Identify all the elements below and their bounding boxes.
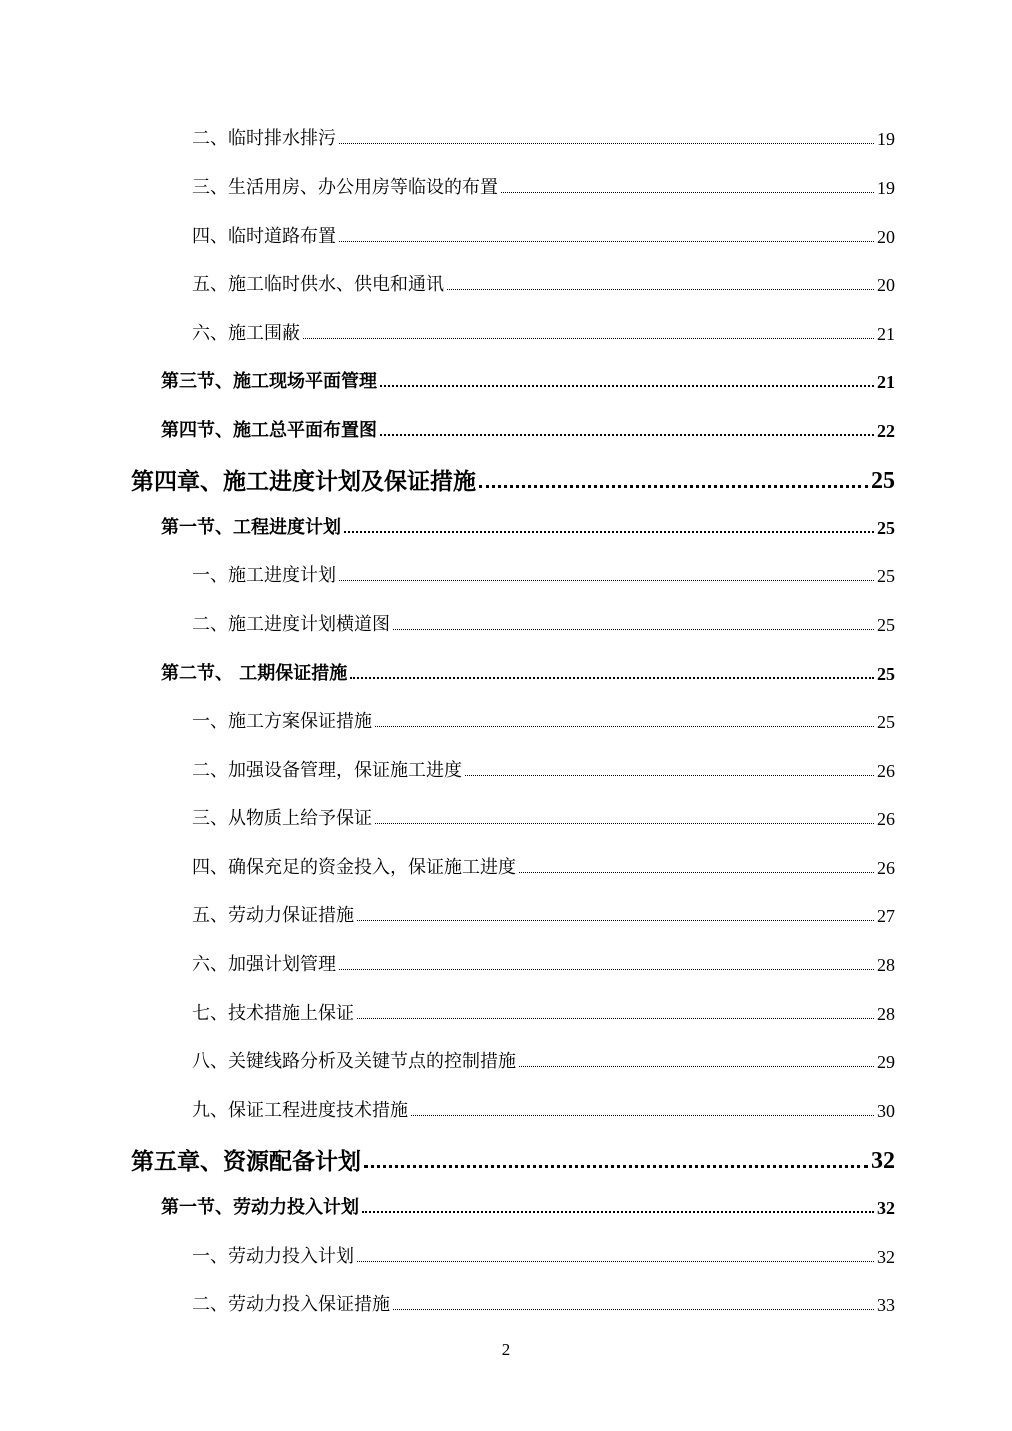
toc-entry-page: 26 xyxy=(877,858,895,878)
toc-entry[interactable] xyxy=(161,373,895,391)
toc-entry-title: 三、生活用房、办公用房等临设的布置 xyxy=(192,177,498,198)
toc-dot-leader xyxy=(357,920,874,921)
toc-entry[interactable] xyxy=(192,567,895,585)
toc-dot-leader xyxy=(375,823,874,824)
toc-entry-page: 30 xyxy=(877,1101,895,1121)
toc-dot-leader xyxy=(393,629,874,630)
toc-entry-title: 一、施工方案保证措施 xyxy=(192,711,372,732)
toc-entry[interactable] xyxy=(192,1005,895,1023)
page-number: 2 xyxy=(501,1340,511,1359)
toc-entry-title: 二、劳动力投入保证措施 xyxy=(192,1294,390,1315)
toc-entry[interactable] xyxy=(161,422,895,440)
toc-entry[interactable] xyxy=(161,519,895,537)
toc-entry-page: 33 xyxy=(877,1295,895,1315)
toc-dot-leader xyxy=(465,775,874,776)
toc-entry-page: 20 xyxy=(877,275,895,295)
toc-entry-title: 第二节、 工期保证措施 xyxy=(161,663,348,684)
toc-entry-page: 22 xyxy=(877,421,895,441)
toc-entry[interactable] xyxy=(192,616,895,634)
toc-dot-leader xyxy=(393,1309,874,1310)
toc-dot-leader xyxy=(501,192,874,193)
toc-entry-title: 四、临时道路布置 xyxy=(192,226,336,247)
toc-entry-title: 二、加强设备管理，保证施工进度 xyxy=(192,760,462,781)
toc-entry-title: 七、技术措施上保证 xyxy=(192,1003,354,1024)
toc-dot-leader xyxy=(339,241,874,242)
toc-entry[interactable] xyxy=(161,665,895,683)
toc-entry[interactable] xyxy=(192,228,895,246)
toc-entry-page: 32 xyxy=(877,1198,895,1218)
toc-entry-title: 四、确保充足的资金投入，保证施工进度 xyxy=(192,857,516,878)
toc-entry-page: 32 xyxy=(871,1148,895,1174)
toc-entry-title: 五、施工临时供水、供电和通讯 xyxy=(192,274,444,295)
toc-entry-page: 28 xyxy=(877,1004,895,1024)
toc-entry[interactable] xyxy=(192,179,895,197)
toc-dot-leader xyxy=(447,289,874,290)
toc-entry-title: 二、施工进度计划横道图 xyxy=(192,614,390,635)
toc-entry-page: 25 xyxy=(877,615,895,635)
toc-entry-page: 32 xyxy=(877,1247,895,1267)
toc-entry-title: 第三节、施工现场平面管理 xyxy=(161,371,377,392)
toc-entry-title: 八、关键线路分析及关键节点的控制措施 xyxy=(192,1051,516,1072)
toc-entry-title: 三、从物质上给予保证 xyxy=(192,808,372,829)
toc-entry[interactable] xyxy=(192,1248,895,1266)
toc-dot-leader xyxy=(357,1261,874,1262)
toc-entry-page: 26 xyxy=(877,761,895,781)
toc-entry-title: 九、保证工程进度技术措施 xyxy=(192,1100,408,1121)
toc-entry[interactable] xyxy=(192,325,895,343)
toc-dot-leader xyxy=(303,338,874,339)
toc-entry-title: 第五章、资源配备计划 xyxy=(131,1148,361,1175)
toc-entry[interactable] xyxy=(192,276,895,294)
toc-entry-page: 25 xyxy=(877,566,895,586)
toc-entry[interactable] xyxy=(192,1053,895,1071)
toc-dot-leader xyxy=(375,726,874,727)
toc-entry-page: 20 xyxy=(877,227,895,247)
toc-entry[interactable] xyxy=(131,469,895,493)
toc-dot-leader xyxy=(339,143,874,144)
toc-entry[interactable] xyxy=(192,859,895,877)
toc-entry[interactable] xyxy=(192,1296,895,1314)
toc-dot-leader xyxy=(380,434,874,436)
toc-entry-title: 第一节、工程进度计划 xyxy=(161,517,341,538)
toc-entry-title: 第四章、施工进度计划及保证措施 xyxy=(131,468,476,495)
toc-entry-page: 27 xyxy=(877,906,895,926)
toc-dot-leader xyxy=(357,1018,874,1019)
toc-entry[interactable] xyxy=(192,130,895,148)
toc-entry-page: 25 xyxy=(877,712,895,732)
toc-dot-leader xyxy=(350,677,874,679)
toc-entry-page: 28 xyxy=(877,955,895,975)
toc-entry[interactable] xyxy=(192,956,895,974)
toc-dot-leader xyxy=(479,485,868,488)
toc-entry-page: 26 xyxy=(877,809,895,829)
toc-entry-page: 25 xyxy=(877,518,895,538)
toc-entry-title: 第四节、施工总平面布置图 xyxy=(161,420,377,441)
toc-dot-leader xyxy=(380,385,874,387)
toc-entry[interactable] xyxy=(192,762,895,780)
toc-entry-page: 21 xyxy=(877,324,895,344)
toc-entry-title: 五、劳动力保证措施 xyxy=(192,905,354,926)
toc-entry[interactable] xyxy=(192,1102,895,1120)
toc-dot-leader xyxy=(519,1066,874,1067)
toc-entry-page: 19 xyxy=(877,129,895,149)
toc-entry-page: 25 xyxy=(871,468,895,494)
toc-entry-title: 六、施工围蔽 xyxy=(192,323,300,344)
toc-entry-title: 六、加强计划管理 xyxy=(192,954,336,975)
toc-entry[interactable] xyxy=(131,1149,895,1173)
toc-entry-title: 一、施工进度计划 xyxy=(192,565,336,586)
toc-dot-leader xyxy=(411,1115,874,1116)
toc-entry-title: 第一节、劳动力投入计划 xyxy=(161,1197,359,1218)
toc-entry-title: 二、临时排水排污 xyxy=(192,128,336,149)
toc-entry-page: 25 xyxy=(877,664,895,684)
toc-entry-page: 19 xyxy=(877,178,895,198)
toc-entry-page: 21 xyxy=(877,372,895,392)
toc-entry-title: 一、劳动力投入计划 xyxy=(192,1246,354,1267)
toc-entry[interactable] xyxy=(192,907,895,925)
toc-dot-leader xyxy=(519,872,874,873)
toc-dot-leader xyxy=(339,580,874,581)
toc-entry-page: 29 xyxy=(877,1052,895,1072)
toc-entry[interactable] xyxy=(192,713,895,731)
toc-dot-leader xyxy=(362,1211,874,1213)
toc-dot-leader xyxy=(344,531,874,533)
toc-dot-leader xyxy=(339,969,874,970)
toc-dot-leader xyxy=(364,1165,868,1168)
toc-entry[interactable] xyxy=(161,1199,895,1217)
toc-entry[interactable] xyxy=(192,810,895,828)
